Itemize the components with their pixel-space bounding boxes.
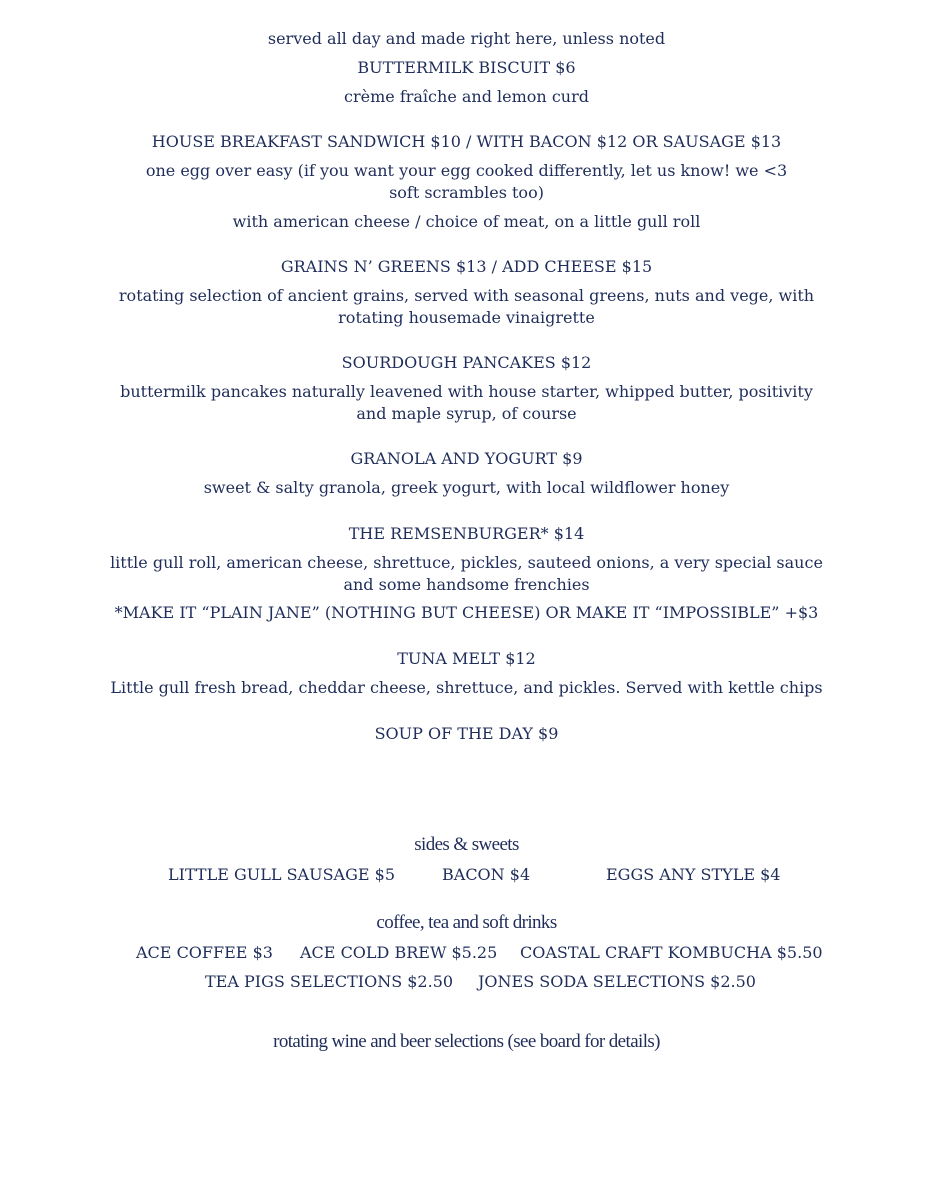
wine-beer-note: rotating wine and beer selections (see board for details) <box>273 1031 660 1052</box>
drink-item-jones-soda: JONES SODA SELECTIONS $2.50 <box>478 972 756 991</box>
item-title-tuna-melt: TUNA MELT $12 <box>397 649 536 668</box>
item-title-grains-greens: GRAINS N’ GREENS $13 / ADD CHEESE $15 <box>280 257 653 276</box>
menu-intro: served all day and made right here, unless noted <box>267 29 666 48</box>
sides-heading: sides & sweets <box>414 834 519 855</box>
drink-item-tea-pigs: TEA PIGS SELECTIONS $2.50 <box>205 972 454 991</box>
item-description-biscuit: crème fraîche and lemon curd <box>344 87 589 106</box>
item-description-granola: sweet & salty granola, greek yogurt, with local wildflower honey <box>203 478 730 497</box>
item-description-pancakes: buttermilk pancakes naturally leavened with house starter, whipped butter, positivity and maple syrup, of course <box>120 382 813 423</box>
item-title-remsenburger: THE REMSENBURGER* $14 <box>348 524 585 543</box>
drink-item-ace-coffee: ACE COFFEE $3 <box>136 943 273 962</box>
item-title-breakfast-sandwich: HOUSE BREAKFAST SANDWICH $10 / WITH BACON $12 OR SAUSAGE $13 <box>151 132 782 151</box>
item-title-biscuit: BUTTERMILK BISCUIT $6 <box>357 58 576 77</box>
item-description-grains-greens: rotating selection of ancient grains, served with seasonal greens, nuts and vege, with rotating housemade vinaigrette <box>118 286 815 327</box>
item-title-pancakes: SOURDOUGH PANCAKES $12 <box>341 353 592 372</box>
side-item-eggs: EGGS ANY STYLE $4 <box>606 865 781 884</box>
item-note-remsenburger: *MAKE IT “PLAIN JANE” (NOTHING BUT CHEESE) OR MAKE IT “IMPOSSIBLE” +$3 <box>114 603 819 622</box>
side-item-bacon: BACON $4 <box>442 865 531 884</box>
item-title-soup: SOUP OF THE DAY $9 <box>374 724 559 743</box>
item-description-breakfast-sandwich: one egg over easy (if you want your egg cooked differently, let us know! we <3 soft scrambles too) <box>145 161 788 202</box>
drink-item-kombucha: COASTAL CRAFT KOMBUCHA $5.50 <box>520 943 823 962</box>
drinks-heading: coffee, tea and soft drinks <box>376 912 557 933</box>
side-item-sausage: LITTLE GULL SAUSAGE $5 <box>168 865 395 884</box>
item-note-breakfast-sandwich: with american cheese / choice of meat, on a little gull roll <box>232 212 701 231</box>
drink-item-cold-brew: ACE COLD BREW $5.25 <box>300 943 498 962</box>
item-description-tuna-melt: Little gull fresh bread, cheddar cheese, shrettuce, and pickles. Served with kettle chips <box>110 678 823 697</box>
item-title-granola: GRANOLA AND YOGURT $9 <box>350 449 583 468</box>
item-description-remsenburger: little gull roll, american cheese, shrettuce, pickles, sauteed onions, a very special sauce and some handsome frenchies <box>110 553 823 594</box>
